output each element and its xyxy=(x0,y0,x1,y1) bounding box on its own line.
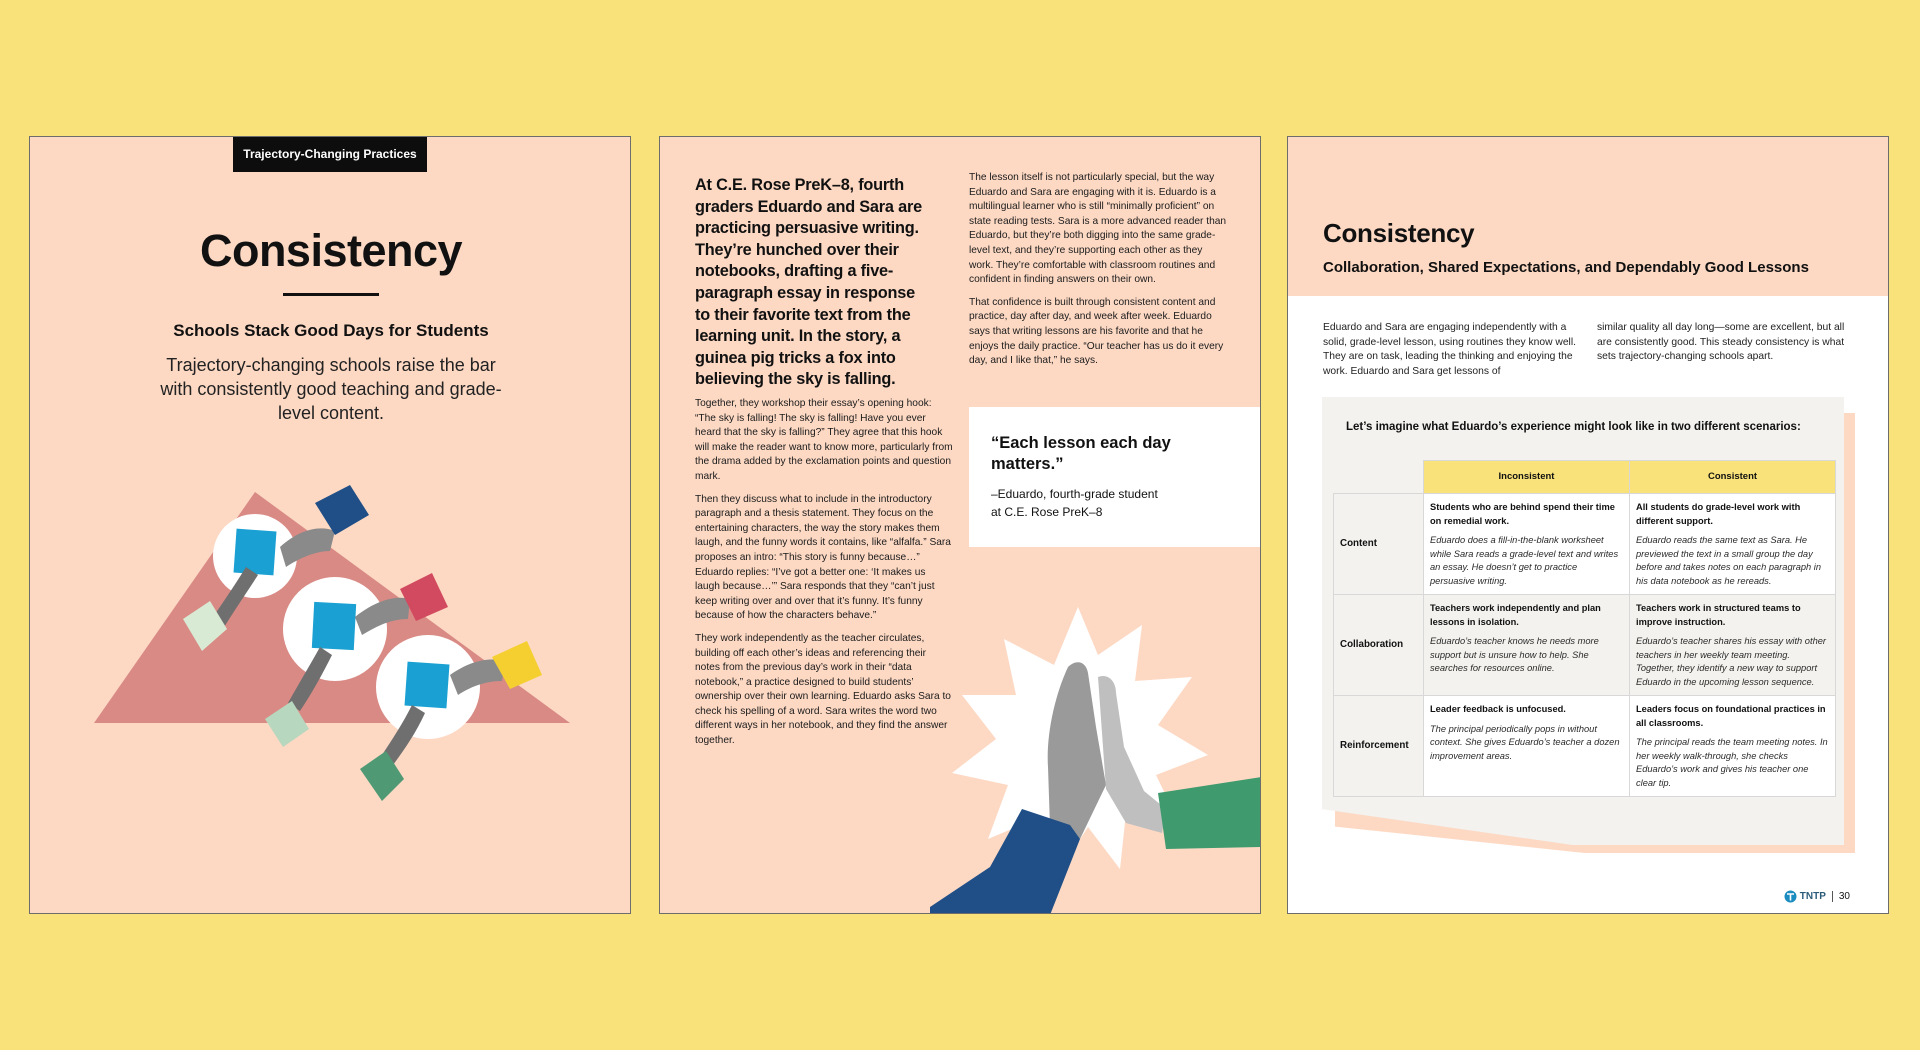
cell-example: The principal reads the team meeting notes. In her weekly walk-through, she checks Eduardo’s work and gives his teacher one clear tip. xyxy=(1636,737,1828,788)
page-title: Consistency xyxy=(199,225,463,276)
cell-heading: Students who are behind spend their time on remedial work. xyxy=(1430,502,1615,526)
cell-heading: Teachers work in structured teams to improve instruction. xyxy=(1636,603,1801,627)
cell-example: Eduardo does a fill-in-the-blank worksheet while Sara reads a grade-level text and writes an essay. He doesn’t get to practice persuasive writing. xyxy=(1430,535,1619,586)
story-column-right xyxy=(969,171,1229,377)
row-label: Content xyxy=(1334,494,1424,595)
table-row xyxy=(1334,595,1836,696)
table-cell xyxy=(1630,494,1836,595)
cell-example: Eduardo’s teacher shares his essay with other teachers in her weekly team meeting. Together, they identify a new way to support Eduardo in the upcoming lesson sequence. xyxy=(1636,636,1827,687)
pull-quote xyxy=(969,407,1261,547)
page-subtitle: Collaboration, Shared Expectations, and Dependably Good Lessons xyxy=(1323,259,1809,276)
cell-example: The principal periodically pops in without context. She gives Eduardo’s teacher a dozen improvement areas. xyxy=(1430,723,1620,761)
row-label: Collaboration xyxy=(1334,595,1424,696)
section-tag: Trajectory-Changing Practices xyxy=(233,137,427,172)
high-five-illustration xyxy=(930,577,1261,914)
page-number: 30 xyxy=(1838,891,1850,902)
blue-square xyxy=(234,529,277,576)
cell-heading: Teachers work independently and plan lessons in isolation. xyxy=(1430,603,1601,627)
quote-text: “Each lesson each day matters.” xyxy=(991,434,1171,473)
header-spacer xyxy=(1334,461,1424,494)
table-header-row xyxy=(1334,461,1836,494)
panel-question: Let’s imagine what Eduardo’s experience might look like in two different scenarios: xyxy=(1346,421,1801,433)
story-paragraph: That confidence is built through consistent content and practice, day after day, and week after week. Eduardo says that writing lessons are his favorite and that he enjoys the daily practice. “Our teacher has us do it every day, and I like that,” he says. xyxy=(969,296,1224,367)
story-paragraph: They work independently as the teacher circulates, building off each other’s ideas and referencing their notes from the previous day’s work in their “data notebook,” a practice designed to build students’ ownership over their own learning. Eduardo asks Sara to check his spelling of a word. Sara writes the word two different ways in her notebook, and they find the answer together. xyxy=(695,632,951,747)
table-cell xyxy=(1630,696,1836,797)
story-paragraph: Together, they workshop their essay’s opening hook: “The sky is falling! The sky is falling! Have you ever heard that the sky is falling?” They agree that this hook will make the reader want to know more, particularly from the drama added by the exclamation points and question mark. xyxy=(695,398,953,482)
page-left-consistency-cover xyxy=(29,136,631,914)
page-footer xyxy=(1784,890,1850,903)
table-cell xyxy=(1424,595,1630,696)
attribution-line: –Eduardo, fourth-grade student xyxy=(991,487,1158,501)
cell-heading: All students do grade-level work with different support. xyxy=(1636,502,1801,526)
story-column-left xyxy=(695,397,953,757)
page-subtitle: Schools Stack Good Days for Students xyxy=(173,321,489,340)
intro-column-left: Eduardo and Sara are engaging independently with a solid, grade-level lesson, using routines they know well. They are on task, leading the thinking and enjoying the work. Eduardo and Sara get lessons of xyxy=(1323,322,1576,377)
cell-example: Eduardo’s teacher knows he needs more support but is unsure how to help. She searches for resources online. xyxy=(1430,636,1599,673)
navy-sleeve xyxy=(315,485,369,535)
lead-paragraph: At C.E. Rose PreK–8, fourth graders Eduardo and Sara are practicing persuasive writing. They’re hunched over their notebooks, drafting a five-paragraph essay in response to their favorite text from the learning unit. In the story, a guinea pig tricks a fox into believing the sky is falling. xyxy=(695,176,922,389)
footer-brand: TNTP xyxy=(1799,891,1826,902)
footer-divider xyxy=(1832,891,1833,902)
green-sleeve xyxy=(1158,777,1261,849)
page-right-scenarios xyxy=(1287,136,1889,914)
title-divider xyxy=(283,293,379,296)
table-cell xyxy=(1424,494,1630,595)
tntp-logo-icon xyxy=(1784,890,1797,903)
scenario-table xyxy=(1333,460,1836,797)
table-row xyxy=(1334,494,1836,595)
row-label: Reinforcement xyxy=(1334,696,1424,797)
cell-example: Eduardo reads the same text as Sara. He previewed the text in a small group the day before and takes notes on each paragraph in his data notebook as he rereads. xyxy=(1636,535,1822,586)
column-header-inconsistent: Inconsistent xyxy=(1424,461,1630,494)
attribution-line: at C.E. Rose PreK–8 xyxy=(991,505,1103,519)
cell-heading: Leader feedback is unfocused. xyxy=(1430,704,1566,714)
story-paragraph: The lesson itself is not particularly special, but the way Eduardo and Sara are engaging with it is. Eduardo is a multilingual learner who is still “minimally proficient” on state reading tests. Sara is a more advanced reader than Eduardo, but they’re both digging into the same grade-level text, and they’re supporting each other as they work. They’re comfortable with classroom routines and confident in finding answers on their own. xyxy=(969,172,1227,286)
intro-text: Trajectory-changing schools raise the bar with consistently good teaching and grade-level content. xyxy=(160,355,502,423)
cell-heading: Leaders focus on foundational practices in all classrooms. xyxy=(1636,704,1826,728)
blue-square xyxy=(312,602,356,650)
table-cell xyxy=(1630,595,1836,696)
hands-passing-blocks-illustration xyxy=(30,467,631,914)
quote-attribution xyxy=(991,485,1240,521)
page-title: Consistency xyxy=(1323,218,1475,248)
blue-square xyxy=(405,662,450,709)
column-header-consistent: Consistent xyxy=(1630,461,1836,494)
table-row xyxy=(1334,696,1836,797)
story-paragraph: Then they discuss what to include in the introductory paragraph and a thesis statement. They focus on the entertaining characters, the way the story makes them laugh, and the funny words it contains, like “alfalfa.” Sara proposes an intro: “This story is funny because…” Eduardo replies: “I’ve got a better one: ‘It makes us laugh because…’” Sara responds that they “can’t just keep writing over and over that it’s funny. It’s funny because of how the characters behave.” xyxy=(695,493,951,622)
page-middle-story xyxy=(659,136,1261,914)
table-cell xyxy=(1424,696,1630,797)
intro-column-right: similar quality all day long—some are excellent, but all are consistently good. This steady consistency is what sets trajectory-changing schools apart. xyxy=(1597,322,1845,363)
